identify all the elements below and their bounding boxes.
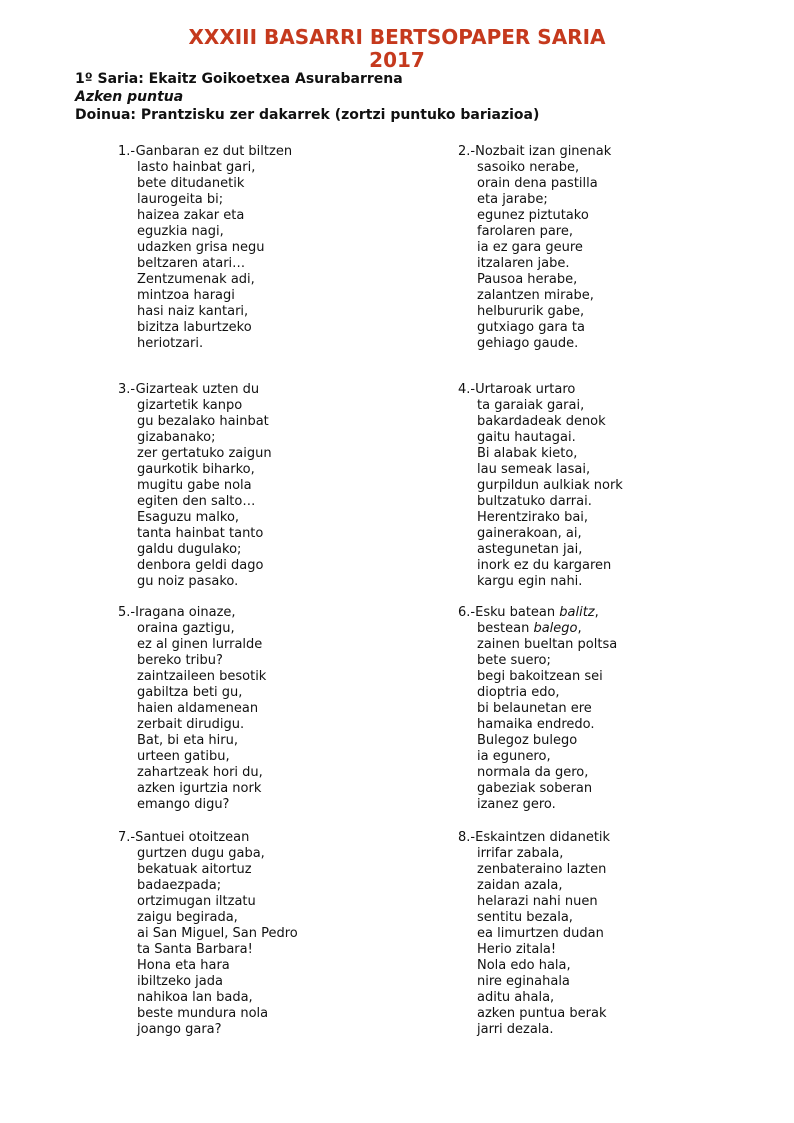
verse-line-text: Ganbaran ez dut biltzen <box>135 144 293 159</box>
verse-line: gu bezalako hainbat <box>137 414 269 429</box>
stanza-3 <box>118 382 418 590</box>
verse-line: gurtzen dugu gaba, <box>137 846 265 861</box>
verse-line: hasi naiz kantari, <box>137 304 249 319</box>
verse-line: Nola edo hala, <box>477 958 571 973</box>
verse-line: joango gara? <box>137 1022 222 1037</box>
verse-line: zaidan azala, <box>477 878 563 893</box>
verse-line: zerbait dirudigu. <box>137 717 245 732</box>
stanza-7 <box>118 830 418 1038</box>
italic-word: balego <box>533 621 578 636</box>
verse-line: ortzimugan iltzatu <box>137 894 256 909</box>
verse-line: azken igurtzia nork <box>137 781 262 796</box>
stanza-number: 4.- <box>458 382 476 397</box>
verse-line: Herio zitala! <box>477 942 557 957</box>
stanza-8 <box>458 830 758 1038</box>
verse-line: ta garaiak garai, <box>477 398 585 413</box>
verse-line: haizea zakar eta <box>137 208 245 223</box>
verse-line: eguzkia nagi, <box>137 224 224 239</box>
verse-line: lasto hainbat gari, <box>137 160 256 175</box>
verse-line: Bulegoz bulego <box>477 733 578 748</box>
verse-line: ai San Miguel, San Pedro <box>137 926 298 941</box>
verse-line: zalantzen mirabe, <box>477 288 594 303</box>
verse-line: gizartetik kanpo <box>137 398 243 413</box>
verse-line: Esaguzu malko, <box>137 510 240 525</box>
verse-line: zainen bueltan poltsa <box>477 637 618 652</box>
stanza-2 <box>458 144 758 352</box>
prize-line: 1º Saria: Ekaitz Goikoetxea Asurabarrena <box>75 71 403 87</box>
verse-line: mintzoa haragi <box>137 288 235 303</box>
verse-line <box>118 830 418 846</box>
verse-line: inork ez du kargaren <box>477 558 612 573</box>
stanza-1 <box>118 144 418 352</box>
stanza-number: 7.- <box>118 830 136 845</box>
verse-line: gainerakoan, ai, <box>477 526 582 541</box>
stanza-number: 1.- <box>118 144 136 159</box>
verse-line <box>118 144 418 160</box>
verse-line: izanez gero. <box>477 797 556 812</box>
verse-line-text: Santuei otoitzean <box>135 830 250 845</box>
verse-line: dioptria edo, <box>477 685 560 700</box>
verse-line: beltzaren atari… <box>137 256 246 271</box>
verse-line: astegunetan jai, <box>477 542 583 557</box>
verse-line-text: Iragana oinaze, <box>135 605 236 620</box>
stanza-6 <box>458 605 758 813</box>
verse-line-text: Nozbait izan ginenak <box>475 144 612 159</box>
verse-line: lau semeak lasai, <box>477 462 591 477</box>
verse-line: gabiltza beti gu, <box>137 685 243 700</box>
verse-line: helbururik gabe, <box>477 304 585 319</box>
verse-line: helarazi nahi nuen <box>477 894 598 909</box>
stanza-number: 8.- <box>458 830 476 845</box>
verse-line <box>458 605 758 621</box>
verse-line-text: Esku batean balitz, <box>475 605 599 620</box>
verse-line: hamaika endredo. <box>477 717 595 732</box>
stanza-number: 3.- <box>118 382 136 397</box>
verse-line: emango digu? <box>137 797 230 812</box>
header-block <box>75 70 539 124</box>
verse-line: bizitza laburtzeko <box>137 320 252 335</box>
verse-line: Herentzirako bai, <box>477 510 589 525</box>
verse-line: badaezpada; <box>137 878 222 893</box>
verse-line <box>458 144 758 160</box>
stanza-number: 2.- <box>458 144 476 159</box>
stanza-number: 5.- <box>118 605 136 620</box>
verse-line: oraina gaztigu, <box>137 621 235 636</box>
verse-line: bereko tribu? <box>137 653 223 668</box>
verse-line: kargu egin nahi. <box>477 574 583 589</box>
title-line-1: XXXIII BASARRI BERTSOPAPER SARIA <box>188 25 606 49</box>
verse-line: Zentzumenak adi, <box>137 272 255 287</box>
verse-line: gaitu hautagai. <box>477 430 576 445</box>
verse-line: denbora geldi dago <box>137 558 264 573</box>
verse-line: Hona eta hara <box>137 958 230 973</box>
verse-line: udazken grisa negu <box>137 240 265 255</box>
verse-line: bestean balego, <box>477 621 582 636</box>
verse-line: tanta hainbat tanto <box>137 526 264 541</box>
verse-line: gabeziak soberan <box>477 781 593 796</box>
verse-line: bekatuak aitortuz <box>137 862 252 877</box>
verse-line: bultzatuko darrai. <box>477 494 592 509</box>
verse-line: gehiago gaude. <box>477 336 579 351</box>
melody-line: Doinua: Prantzisku zer dakarrek (zortzi puntuko bariazioa) <box>75 107 540 123</box>
verse-line <box>458 830 758 846</box>
verse-line: bi belaunetan ere <box>477 701 592 716</box>
subtitle-line: Azken puntua <box>75 89 184 105</box>
verse-line: irrifar zabala, <box>477 846 564 861</box>
verse-line: gaurkotik biharko, <box>137 462 255 477</box>
verse-line: gu noiz pasako. <box>137 574 239 589</box>
verse-line: normala da gero, <box>477 765 589 780</box>
verse-line: urteen gatibu, <box>137 749 230 764</box>
verse-line: sasoiko nerabe, <box>477 160 580 175</box>
verse-line: ez al ginen lurralde <box>137 637 263 652</box>
verse-line: gutxiago gara ta <box>477 320 585 335</box>
verse-line: zenbateraino lazten <box>477 862 607 877</box>
verse-line: farolaren pare, <box>477 224 573 239</box>
verse-line: zaintzaileen besotik <box>137 669 267 684</box>
verse-line: jarri dezala. <box>477 1022 554 1037</box>
verse-line: ia ez gara geure <box>477 240 583 255</box>
document-title <box>0 26 794 72</box>
verse-line: galdu dugulako; <box>137 542 242 557</box>
verse-line-text: Eskaintzen didanetik <box>475 830 611 845</box>
verse-line: gurpildun aulkiak nork <box>477 478 623 493</box>
verse-line: haien aldamenean <box>137 701 259 716</box>
verse-line: bakardadeak denok <box>477 414 606 429</box>
verse-line: bete ditudanetik <box>137 176 245 191</box>
verse-line: gizabanako; <box>137 430 216 445</box>
verse-line: nire eginahala <box>477 974 570 989</box>
stanza-number: 6.- <box>458 605 476 620</box>
verse-line: ea limurtzen dudan <box>477 926 604 941</box>
verse-line: azken puntua berak <box>477 1006 607 1021</box>
verse-line: egunez piztutako <box>477 208 589 223</box>
stanza-4 <box>458 382 758 590</box>
verse-line: orain dena pastilla <box>477 176 598 191</box>
verse-line: itzalaren jabe. <box>477 256 570 271</box>
title-line-2: 2017 <box>369 48 425 72</box>
verse-line: ia egunero, <box>477 749 551 764</box>
verse-line: bete suero; <box>477 653 551 668</box>
verse-line: eta jarabe; <box>477 192 548 207</box>
verse-line: sentitu bezala, <box>477 910 573 925</box>
stanza-5 <box>118 605 418 813</box>
verse-line: heriotzari. <box>137 336 204 351</box>
verse-line: Bi alabak kieto, <box>477 446 578 461</box>
verse-line: Bat, bi eta hiru, <box>137 733 239 748</box>
verse-line <box>118 382 418 398</box>
verse-line: ibiltzeko jada <box>137 974 223 989</box>
verse-line: begi bakoitzean sei <box>477 669 603 684</box>
verse-line <box>118 605 418 621</box>
verse-line: aditu ahala, <box>477 990 555 1005</box>
italic-word: balitz <box>559 605 595 620</box>
verse-line: nahikoa lan bada, <box>137 990 253 1005</box>
verse-line-text: Gizarteak uzten du <box>135 382 260 397</box>
verse-line: laurogeita bi; <box>137 192 224 207</box>
verse-line <box>458 382 758 398</box>
verse-line: zahartzeak hori du, <box>137 765 263 780</box>
verse-line: zer gertatuko zaigun <box>137 446 272 461</box>
verse-line: zaigu begirada, <box>137 910 238 925</box>
verse-line: Pausoa herabe, <box>477 272 578 287</box>
verse-line-text: Urtaroak urtaro <box>475 382 576 397</box>
verse-line: mugitu gabe nola <box>137 478 252 493</box>
verse-line: ta Santa Barbara! <box>137 942 253 957</box>
verse-line: beste mundura nola <box>137 1006 269 1021</box>
verse-line: egiten den salto… <box>137 494 256 509</box>
